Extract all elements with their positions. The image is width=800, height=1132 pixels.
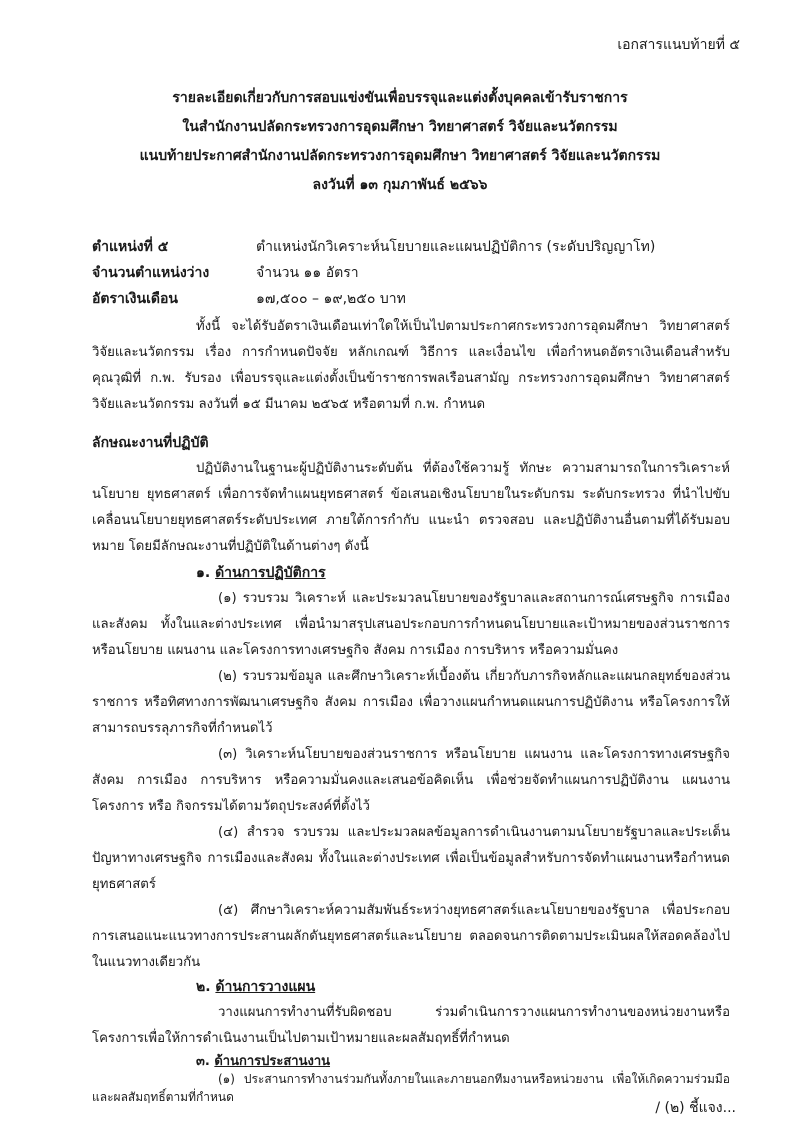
- salary-label: อัตราเงินเดือน: [92, 291, 178, 307]
- section1-item-text: (๔) สำรวจ รวบรวม และประมวลผลข้อมูลการดำเนินงานตามนโยบายรัฐบาลและประเด็นปัญหาทางเศรษฐกิจ การเมืองและสังคม ทั้งในและต่างประเทศ เพื่อเป็นข้อมูลสำหรับการจัดทำแผนงานหรือกำหนดยุทธศาสตร์: [92, 825, 730, 892]
- section3-title: ด้านการประสานงาน: [214, 1054, 331, 1069]
- vacancy-field: [92, 262, 730, 284]
- section1-item: [92, 586, 730, 664]
- title-line: แนบท้ายประกาศสำนักงานปลัดกระทรวงการอุดมศึกษา วิทยาศาสตร์ วิจัยและนวัตกรรม: [139, 148, 661, 164]
- title-line: รายละเอียดเกี่ยวกับการสอบแข่งขันเพื่อบรรจุและแต่งตั้งบุคคลเข้ารับราชการ: [172, 90, 628, 106]
- duties-intro-paragraph: [92, 456, 730, 560]
- page-continuation: / (๒) ชี้แจง...: [655, 1100, 736, 1116]
- salary-note-text: ทั้งนี้ จะได้รับอัตราเงินเดือนเท่าใดให้เป็นไปตามประกาศกระทรวงการอุดมศึกษา วิทยาศาสตร์ วิจัยและนวัตกรรม เรื่อง การกำหนดปัจจัย หลักเกณฑ์ วิธีการ และเงื่อนไข เพื่อกำหนดอัตราเงินเดือนสำหรับคุณวุฒิที่ ก.พ. รับรอง เพื่อบรรจุและแต่งตั้งเป็นข้าราชการพลเรือนสามัญ กระทรวงการอุดมศึกษา วิทยาศาสตร์ วิจัยและนวัตกรรม ลงวันที่ ๑๕ มีนาคม ๒๕๖๕ หรือตามที่ ก.พ. กำหนด: [92, 319, 730, 412]
- section1-item-text: (๓) วิเคราะห์นโยบายของส่วนราชการ หรือนโยบาย แผนงาน และโครงการทางเศรษฐกิจ สังคม การเมือง การบริหาร หรือความมั่นคงและเสนอข้อคิดเห็น เพื่อช่วยจัดทำแผนการปฏิบัติงาน แผนงาน โครงการ หรือ กิจกรรมได้ตามวัตถุประสงค์ที่ตั้งไว้: [92, 747, 730, 814]
- section3-item: [92, 1070, 730, 1106]
- salary-value: ๑๗,๕๐๐ – ๑๙,๒๕๐ บาท: [256, 291, 406, 307]
- salary-note-paragraph: [92, 314, 730, 418]
- vacancy-label: จำนวนตำแหน่งว่าง: [92, 265, 210, 281]
- section3-heading: [196, 1050, 330, 1071]
- title-date: ลงวันที่ ๑๓ กุมภาพันธ์ ๒๕๖๖: [312, 177, 488, 193]
- section3-item-text: (๑) ประสานการทำงานร่วมกันทั้งภายในและภายนอกทีมงานหรือหน่วยงาน เพื่อให้เกิดความร่วมมือและผลสัมฤทธิ์ตามที่กำหนด: [92, 1072, 730, 1104]
- duties-intro-text: ปฏิบัติงานในฐานะผู้ปฏิบัติงานระดับต้น ที่ต้องใช้ความรู้ ทักษะ ความสามารถในการวิเคราะห์นโยบาย ยุทธศาสตร์ เพื่อการจัดทำแผนยุทธศาสตร์ ข้อเสนอเชิงนโยบายในระดับกรม ระดับกระทรวง ที่นำไปขับเคลื่อนนโยบายยุทธศาสตร์ระดับประเทศ ภายใต้การกำกับ แนะนำ ตรวจสอบ และปฏิบัติงานอื่นตามที่ได้รับมอบหมาย โดยมีลักษณะงานที่ปฏิบัติในด้านต่างๆ ดังนี้: [92, 461, 730, 554]
- position-label: ตำแหน่งที่ ๕: [92, 239, 169, 255]
- section1-item-text: (๑) รวบรวม วิเคราะห์ และประมวลนโยบายของรัฐบาลและสถานการณ์เศรษฐกิจ การเมืองและสังคม ทั้งในและต่างประเทศ เพื่อนำมาสรุปเสนอประกอบการกำหนดนโยบายและเป้าหมายของส่วนราชการ หรือนโยบาย แผนงาน และโครงการทางเศรษฐกิจ สังคม การเมือง การบริหาร หรือความมั่นคง: [92, 591, 730, 658]
- section2-text: วางแผนการทำงานที่รับผิดชอบ ร่วมดำเนินการวางแผนการทำงานของหน่วยงานหรือโครงการเพื่อให้การดำเนินงานเป็นไปตามเป้าหมายและผลสัมฤทธิ์ที่กำหนด: [92, 1005, 730, 1046]
- section1-item-text: (๒) รวบรวมข้อมูล และศึกษาวิเคราะห์เบื้องต้น เกี่ยวกับภารกิจหลักและแผนกลยุทธ์ของส่วนราชการ หรือทิศทางการพัฒนาเศรษฐกิจ สังคม การเมือง เพื่อวางแผนกำหนดแผนการปฏิบัติงาน หรือโครงการให้สามารถบรรลุภารกิจที่กำหนดไว้: [92, 669, 730, 736]
- position-field: [92, 236, 730, 258]
- duties-heading: ลักษณะงานที่ปฏิบัติ: [92, 435, 209, 451]
- section1-item: [92, 820, 730, 898]
- section1-item-text: (๕) ศึกษาวิเคราะห์ความสัมพันธ์ระหว่างยุทธศาสตร์และนโยบายของรัฐบาล เพื่อประกอบการเสนอแนะแนวทางการประสานผลักดันยุทธศาสตร์และนโยบาย ตลอดจนการติดตามประเมินผลให้สอดคล้องไปในแนวทางเดียวกัน: [92, 903, 730, 970]
- section2-number: ๒.: [196, 979, 211, 995]
- vacancy-value: จำนวน ๑๑ อัตรา: [256, 265, 359, 281]
- section1-heading: [196, 562, 326, 584]
- section2-title: ด้านการวางแผน: [215, 979, 316, 995]
- section1-item: [92, 898, 730, 976]
- section1-number: ๑.: [196, 565, 211, 581]
- title-line: ในสำนักงานปลัดกระทรวงการอุดมศึกษา วิทยาศาสตร์ วิจัยและนวัตกรรม: [182, 119, 618, 135]
- annex-label: เอกสารแนบท้ายที่ ๕: [617, 37, 740, 53]
- section1-title: ด้านการปฏิบัติการ: [215, 565, 326, 581]
- section1-item: [92, 664, 730, 742]
- section3-number: ๓.: [196, 1054, 210, 1069]
- section2-paragraph: [92, 1000, 730, 1052]
- section2-heading: [196, 976, 315, 998]
- salary-field: [92, 288, 730, 310]
- position-value: ตำแหน่งนักวิเคราะห์นโยบายและแผนปฏิบัติการ (ระดับปริญญาโท): [256, 239, 656, 255]
- section1-item: [92, 742, 730, 820]
- document-title: [60, 84, 740, 200]
